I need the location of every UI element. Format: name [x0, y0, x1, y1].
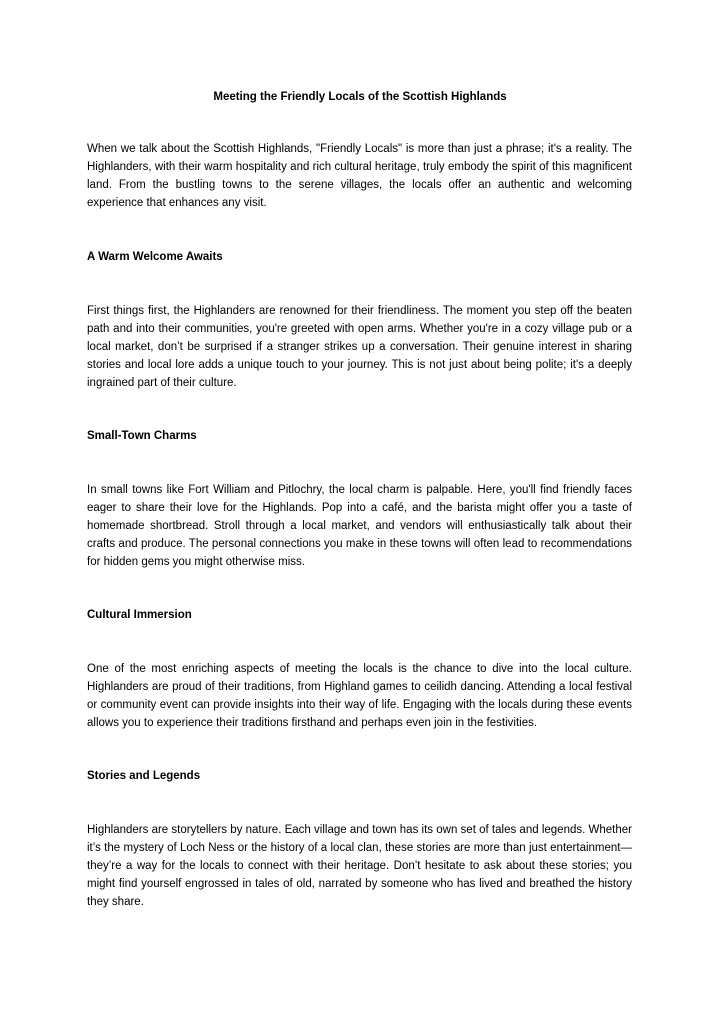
section-body-stories-legends: Highlanders are storytellers by nature. Each village and town has its own set of tales and legends. Whether it’s the mystery of Loch Ness or the history of a local clan, these stories are more than just entertainment—they’re a way for the locals to connect with their heritage. Don’t hesitate to ask about these stories; you might find yourself engrossed in tales of old, narrated by someone who has lived and breathed the history they share.	[87, 824, 632, 908]
section-body-small-town-charms: In small towns like Fort William and Pitlochry, the local charm is palpable. Here, you'll find friendly faces eager to share their love for the Highlands. Pop into a café, and the barista might offer you a taste of homemade shortbread. Stroll through a local market, and vendors will enthusiastically talk about their crafts and produce. The personal connections you make in these towns will often lead to recommendations for hidden gems you might otherwise miss.	[87, 484, 632, 568]
intro-paragraph: When we talk about the Scottish Highlands, "Friendly Locals" is more than just a phrase; it's a reality. The Highlanders, with their warm hospitality and rich cultural heritage, truly embody the spirit of this magnificent land. From the bustling towns to the serene villages, the locals offer an authentic and welcoming experience that enhances any visit.	[87, 143, 632, 209]
section-body-cultural-immersion: One of the most enriching aspects of meeting the locals is the chance to dive into the local culture. Highlanders are proud of their traditions, from Highland games to ceilidh dancing. Attending a local festival or community event can provide insights into their way of life. Engaging with the locals during these events allows you to experience their traditions firsthand and perhaps even join in the festivities.	[87, 663, 632, 729]
document-title: Meeting the Friendly Locals of the Scottish Highlands	[213, 91, 507, 103]
section-heading-warm-welcome: A Warm Welcome Awaits	[87, 251, 223, 263]
section-heading-small-town-charms: Small-Town Charms	[87, 430, 197, 442]
section-heading-cultural-immersion: Cultural Immersion	[87, 609, 192, 621]
section-body-warm-welcome: First things first, the Highlanders are renowned for their friendliness. The moment you step off the beaten path and into their communities, you're greeted with open arms. Whether you're in a cozy village pub or a local market, don’t be surprised if a stranger strikes up a conversation. Their genuine interest in sharing stories and local lore adds a unique touch to your journey. This is not just about being polite; it's a deeply ingrained part of their culture.	[87, 305, 632, 389]
section-heading-stories-legends: Stories and Legends	[87, 770, 201, 782]
